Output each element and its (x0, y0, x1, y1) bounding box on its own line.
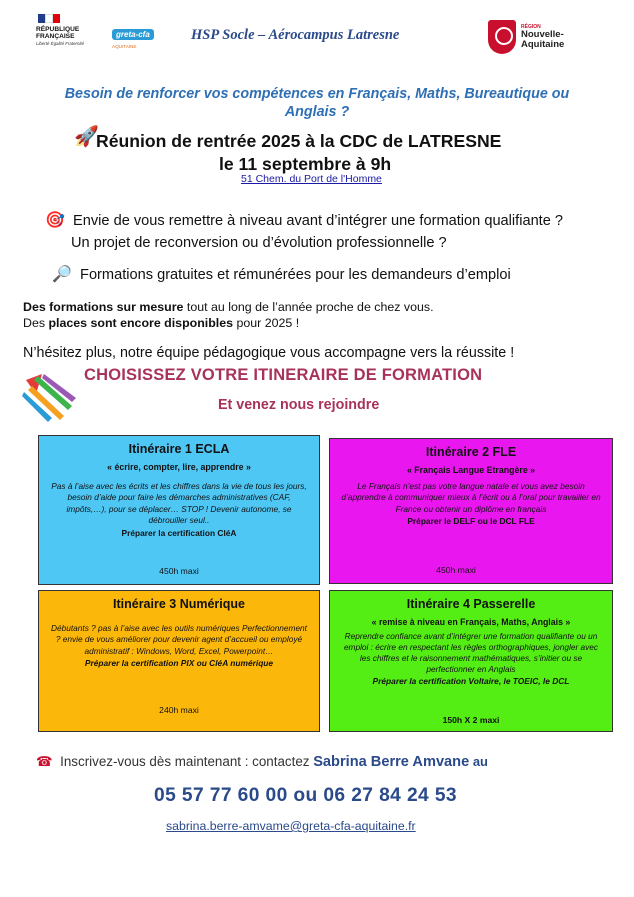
page-title: HSP Socle – Aérocampus Latresne (191, 27, 400, 43)
rocket-icon: 🚀 (74, 126, 99, 148)
itinerary-2-box: Itinéraire 2 FLE « Français Langue Etrangère » Le Français n’est pas votre langue natale et vous avez besoin d’apprendre à communiquer mieux à l’écrit ou à l’oral pour travailler en France ou obtenir un diplôme en français Préparer le DELF ou le DCL FLE 450h maxi (329, 438, 613, 584)
join-us-text: Et venez nous rejoindre (218, 397, 380, 413)
magnifier-icon: 🔎 (52, 266, 72, 283)
phone-numbers[interactable]: 05 57 77 60 00 ou 06 27 84 24 53 (154, 785, 457, 806)
arrows-icon (22, 372, 78, 424)
lion-shield-icon (488, 20, 516, 54)
free-training-text: 🔎 Formations gratuites et rémunérées pour les demandeurs d’emploi (52, 266, 511, 283)
itinerary-1-box: Itinéraire 1 ECLA « écrire, compter, lire, apprendre » Pas à l’aise avec les écrits et les chiffres dans la vie de tous les jours, besoin d’aide pour faire les démarches administratives (CAF, impôts,…), pour se déplacer… STOP ! Devenir autonome, se débrouiller seul.. Préparer la certification CléA 450h maxi (38, 435, 320, 585)
motivation-text: 🎯 Envie de vous remettre à niveau avant d’intégrer une formation qualifiante ? Un projet de reconversion ou d’évolution professionnelle ? (45, 212, 564, 251)
republique-francaise-logo: RÉPUBLIQUE FRANÇAISE Liberté Égalité Fraternité (36, 14, 102, 60)
region-nouvelle-aquitaine-logo: RÉGION Nouvelle-Aquitaine (486, 18, 598, 60)
email-link[interactable]: sabrina.berre-amvame@greta-cfa-aquitaine.fr (166, 819, 416, 833)
contact-line: ☎ Inscrivez-vous dès maintenant : contactez Sabrina Berre Amvane au (36, 754, 489, 770)
encouragement-text: N’hésitez plus, notre équipe pédagogique vous accompagne vers la réussite ! (23, 345, 515, 361)
availability-text: Des formations sur mesure tout au long de l’année proche de chez vous. Des places sont encore disponibles pour 2025 ! (23, 300, 434, 330)
greta-cfa-logo: greta-cfa AQUITAINE (112, 24, 174, 56)
meeting-heading: Réunion de rentrée 2025 à la CDC de LATRESNE le 11 septembre à 9h (96, 131, 502, 174)
itinerary-3-box: Itinéraire 3 Numérique Débutants ? pas à l’aise avec les outils numériques Perfectionnement ? envie de vous améliorer pour devenir agent d’accueil ou employé administratif : Windows, Word, Excel, Powerpoint… Préparer la certification PIX ou CléA numérique 240h maxi (38, 590, 320, 732)
choose-itinerary-heading: CHOISISSEZ VOTRE ITINERAIRE DE FORMATION (84, 366, 483, 384)
phone-icon: ☎ (36, 754, 53, 769)
address-link[interactable]: 51 Chem. du Port de l'Homme (241, 173, 382, 185)
target-icon: 🎯 (45, 212, 65, 229)
itinerary-4-box: Itinéraire 4 Passerelle « remise à niveau en Français, Maths, Anglais » Reprendre confiance avant d’intégrer une formation qualifiante ou un emploi : écrire en respectant les règles orthographiques, jongler avec les chiffres et le raisonnement mathématiques, s’initier ou se perfectionner en Anglais Préparer la certification Voltaire, le TOEIC, le DCL 150h X 2 maxi (329, 590, 613, 732)
subtitle: Besoin de renforcer vos compétences en Français, Maths, Bureautique ou Anglais ? (64, 86, 570, 120)
